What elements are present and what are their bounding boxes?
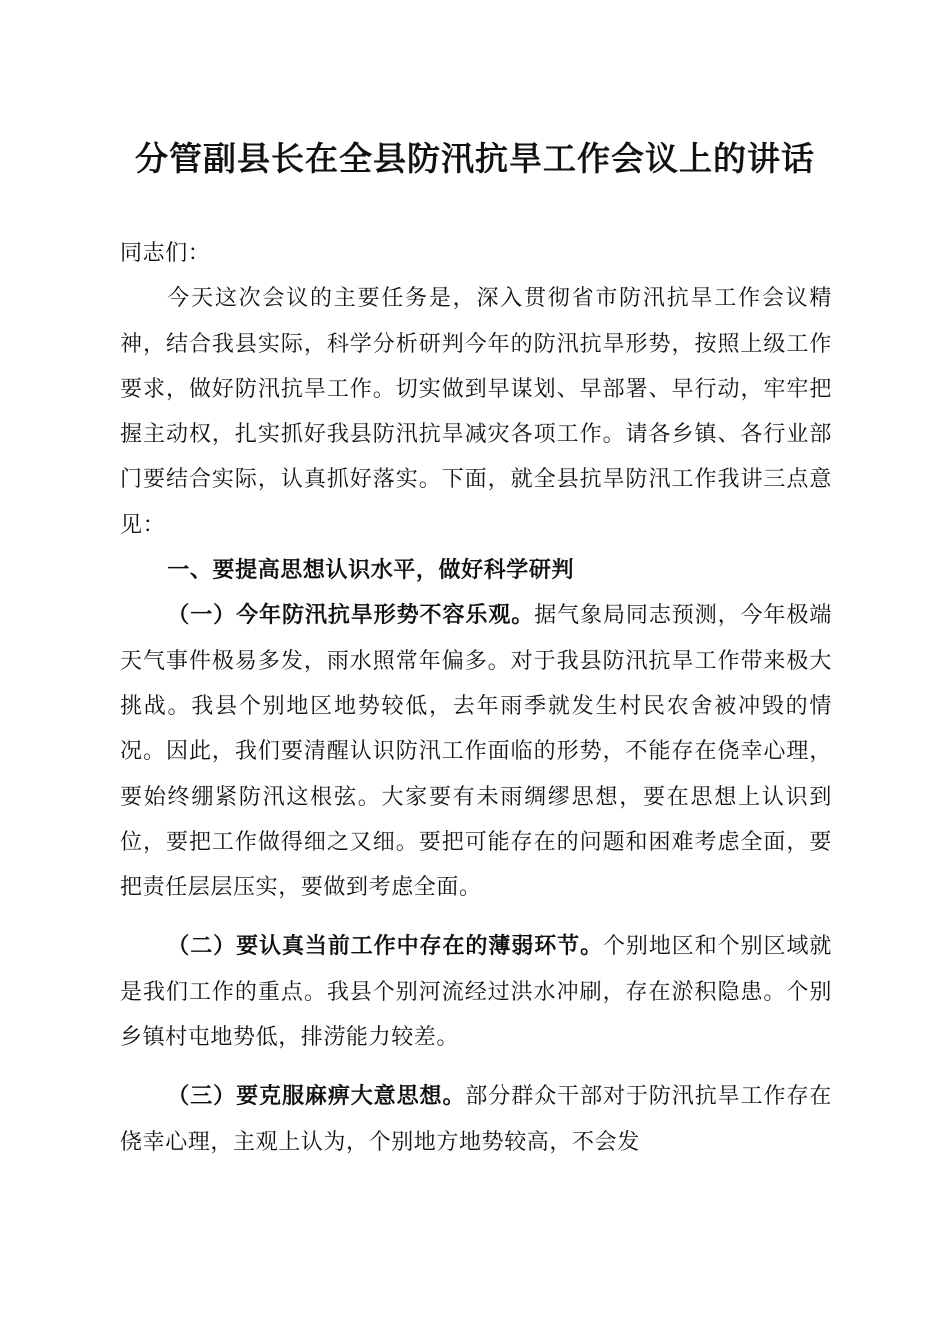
point-lead-2: （二）要认真当前工作中存在的薄弱环节。 xyxy=(167,933,603,960)
point-lead-1: （一）今年防汛抗旱形势不容乐观。 xyxy=(167,602,535,629)
point-text-2: 个别地区和个别区域就是我们工作的重点。我县个别河流经过洪水冲刷，存在淤积隐患。个别乡镇村屯地势低，排涝能力较差。 xyxy=(120,934,832,1051)
intro-paragraph: 今天这次会议的主要任务是，深入贯彻省市防汛抗旱工作会议精神，结合我县实际，科学分析研判今年的防汛抗旱形势，按照上级工作要求，做好防汛抗旱工作。切实做到早谋划、早部署、早行动，牢牢把握主动权，扎实抓好我县防汛抗旱减灾各项工作。请各乡镇、各行业部门要结合实际，认真抓好落实。下面，就全县抗旱防汛工作我讲三点意见： xyxy=(120,286,832,538)
section-heading-1: 一、要提高思想认识水平，做好科学研判 xyxy=(167,558,575,584)
document-body xyxy=(120,231,832,1165)
salutation: 同志们： xyxy=(120,241,211,266)
point-text-1: 据气象局同志预测，今年极端天气事件极易多发，雨水照常年偏多。对于我县防汛抗旱工作带来极大挑战。我县个别地区地势较低，去年雨季就发生村民农舍被冲毁的情况。因此，我们要清醒认识防汛工作面临的形势，不能存在侥幸心理，要始终绷紧防汛这根弦。大家要有未雨绸缪思想，要在思想上认识到位，要把工作做得细之又细。要把可能存在的问题和困难考虑全面，要把责任层层压实，要做到考虑全面。 xyxy=(120,603,832,901)
point-paragraph-1 xyxy=(120,593,832,910)
point-text-3: 部分群众干部对于防汛抗旱工作存在侥幸心理，主观上认为，个别地方地势较高，不会发 xyxy=(120,1084,832,1155)
point-paragraph-2 xyxy=(120,924,832,1060)
document-title: 分管副县长在全县防汛抗旱工作会议上的讲话 xyxy=(135,139,815,178)
point-lead-3: （三）要克服麻痹大意思想。 xyxy=(167,1083,466,1110)
point-paragraph-3 xyxy=(120,1074,832,1165)
